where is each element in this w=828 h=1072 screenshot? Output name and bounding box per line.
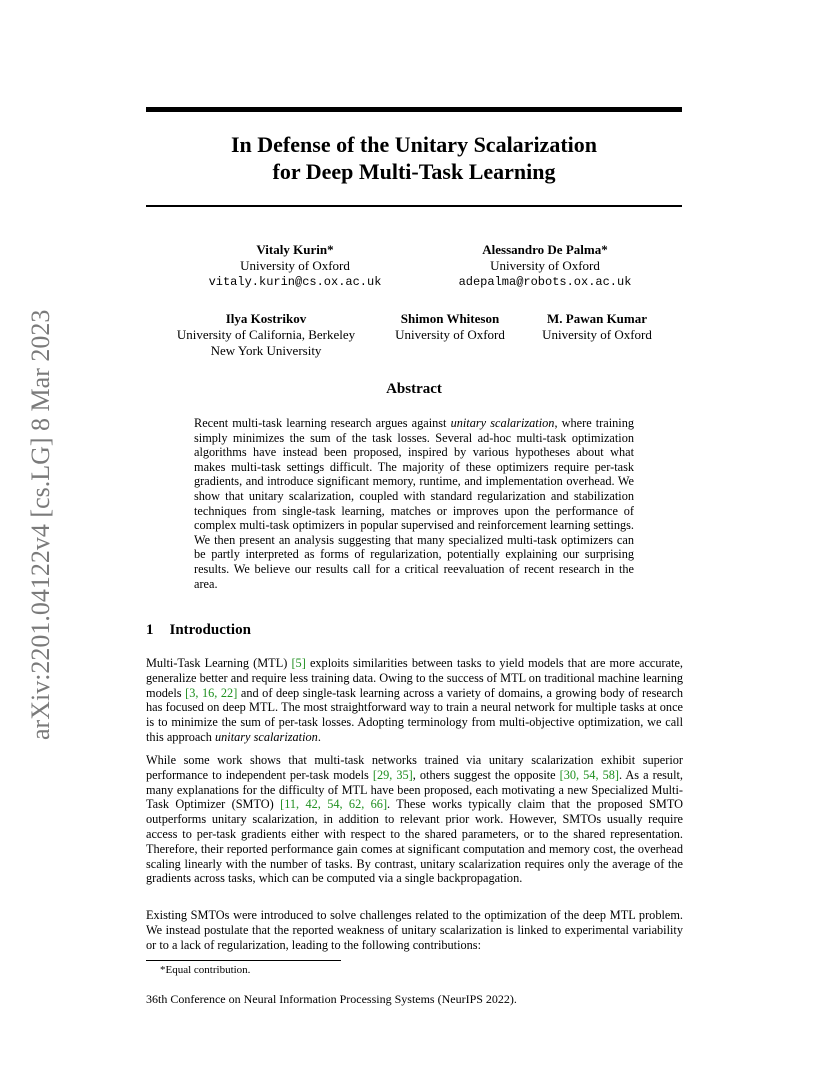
author-affiliation-2: New York University: [210, 343, 322, 358]
footnote-rule: [146, 960, 341, 961]
citation-link[interactable]: [29, 35]: [372, 767, 413, 782]
citation-link[interactable]: [11, 42, 54, 62, 66]: [280, 797, 388, 812]
title-top-rule: [146, 107, 682, 112]
author-name: Ilya Kostrikov: [225, 311, 307, 326]
author-email: vitaly.kurin@cs.ox.ac.uk: [208, 275, 382, 289]
abstract-text: Recent multi-task learning research argues against unitary scalarization, where training simply minimizes the sum of the task losses. Several ad-hoc multi-task optimization algorithms have instead been proposed, inspired by various hypotheses about what makes multi-task settings difficult. The majority of these optimizers require per-task gradients, and introduce significant memory, runtime, and implementation overhead. We show that unitary scalarization, coupled with standard regularization and stabilization techniques from single-task learning, matches or improves upon the performance of complex multi-task optimizers in popular supervised and reinforcement learning settings. We then present an analysis suggesting that many specialized multi-task optimizers can be partly interpreted as forms of regularization, potentially explaining our surprising results. We believe our results call for a critical reevaluation of recent research in the area.: [194, 416, 635, 591]
title-bottom-rule: [146, 205, 682, 207]
author-block: [420, 242, 670, 290]
conference-note: 36th Conference on Neural Information Processing Systems (NeurIPS 2022).: [146, 992, 517, 1006]
author-block: [166, 311, 366, 359]
author-name: Alessandro De Palma*: [482, 242, 608, 257]
citation-link[interactable]: [3, 16, 22]: [185, 685, 238, 700]
body-paragraph: Existing SMTOs were introduced to solve challenges related to the optimization of the deep MTL problem. We instead postulate that the reported weakness of unitary scalarization is linked to experimental variability or to a lack of regularization, leading to the following contributions:: [146, 908, 683, 952]
paper-title: In Defense of the Unitary Scalarization for Deep Multi-Task Learning: [230, 132, 597, 184]
citation-link[interactable]: [5]: [291, 656, 306, 670]
author-email: adepalma@robots.ox.ac.uk: [458, 275, 632, 289]
author-affiliation: University of California, Berkeley: [176, 327, 356, 342]
author-block: [385, 311, 515, 343]
footnote: *Equal contribution.: [160, 964, 251, 976]
author-name: M. Pawan Kumar: [546, 311, 648, 326]
abstract-heading: Abstract: [386, 381, 442, 397]
author-block: [532, 311, 662, 343]
author-affiliation: University of Oxford: [395, 327, 505, 342]
author-affiliation: University of Oxford: [542, 327, 652, 342]
author-affiliation: University of Oxford: [240, 258, 350, 273]
author-name: Shimon Whiteson: [400, 311, 500, 326]
author-name: Vitaly Kurin*: [256, 242, 334, 257]
arxiv-stamp: arXiv:2201.04122v4 [cs.LG] 8 Mar 2023: [26, 309, 55, 741]
section-heading: 1 Introduction: [146, 622, 251, 638]
author-affiliation: University of Oxford: [490, 258, 600, 273]
author-block: [180, 242, 410, 290]
body-paragraph: Multi-Task Learning (MTL) [5] exploits similarities between tasks to yield models that are more accurate, generalize better and require less training data. Owing to the success of MTL on traditional machine learning models [3, 16, 22] and of deep single-task learning across a variety of domains, a growing body of research has focused on deep MTL. The most straightforward way to train a neural network for multiple tasks at once is to minimize the sum of per-task losses. Adopting terminology from multi-objective optimization, we call this approach unitary scalarization.: [146, 656, 683, 744]
citation-link[interactable]: [30, 54, 58]: [559, 767, 619, 782]
body-paragraph: While some work shows that multi-task networks trained via unitary scalarization exhibit superior performance to independent per-task models [29, 35], others suggest the opposite [30, 54, 58]. As a result, many explanations for the difficulty of MTL have been proposed, each motivating a new Specialized Multi-Task Optimizer (SMTO) [11, 42, 54, 62, 66]. These works typically claim that the proposed SMTO outperforms unitary scalarization, in addition to relevant prior work. However, SMTOs usually require access to per-task gradients either with respect to the shared parameters, or to the shared representation. Therefore, their reported performance gain comes at significant computation and memory cost, the overhead scaling linearly with the number of tasks. By contrast, unitary scalarization requires only the average of the gradients across tasks, which can be computed via a single backpropagation.: [146, 753, 683, 886]
